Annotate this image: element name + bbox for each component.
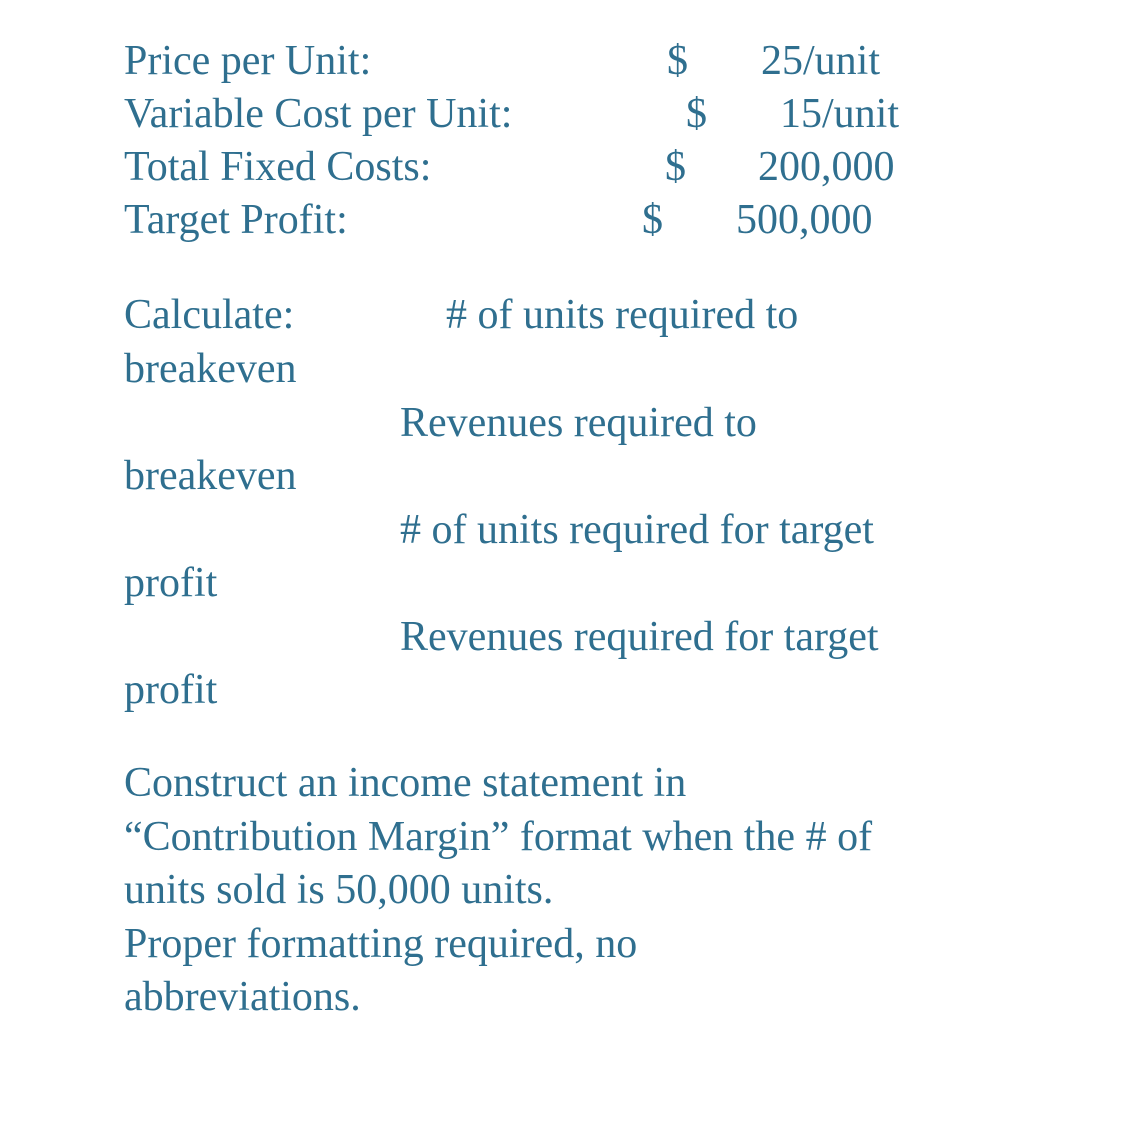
target-profit-currency: $ [642, 197, 663, 243]
instruction-line-4: Proper formatting required, no [124, 921, 638, 967]
fixed-costs-value: 200,000 [758, 144, 895, 190]
calculate-item-1-main: # of units required to [446, 292, 799, 338]
instruction-line-5: abbreviations. [124, 974, 361, 1020]
calculate-item-4-wrap: profit [124, 667, 218, 713]
calculate-item-2-wrap: breakeven [124, 453, 297, 499]
fixed-costs-label: Total Fixed Costs: [124, 144, 432, 190]
calculate-item-1-wrap: breakeven [124, 346, 297, 392]
calculate-item-2-main: Revenues required to [400, 400, 757, 446]
fixed-costs-currency: $ [665, 144, 686, 190]
instruction-line-3: units sold is 50,000 units. [124, 867, 554, 913]
target-profit-value: 500,000 [736, 197, 873, 243]
calculate-item-4-main: Revenues required for target [400, 614, 879, 660]
variable-cost-value: 15/unit [780, 91, 900, 137]
variable-cost-currency: $ [686, 91, 707, 137]
calculate-item-3-main: # of units required for target [400, 507, 874, 553]
calculate-item-3-wrap: profit [124, 560, 218, 606]
variable-cost-label: Variable Cost per Unit: [124, 91, 513, 137]
target-profit-label: Target Profit: [124, 197, 348, 243]
price-currency: $ [667, 38, 688, 84]
calculate-heading: Calculate: [124, 292, 295, 338]
instruction-line-1: Construct an income statement in [124, 760, 687, 806]
instruction-line-2: “Contribution Margin” format when the # of [124, 814, 873, 860]
price-label: Price per Unit: [124, 38, 372, 84]
price-value: 25/unit [761, 38, 881, 84]
